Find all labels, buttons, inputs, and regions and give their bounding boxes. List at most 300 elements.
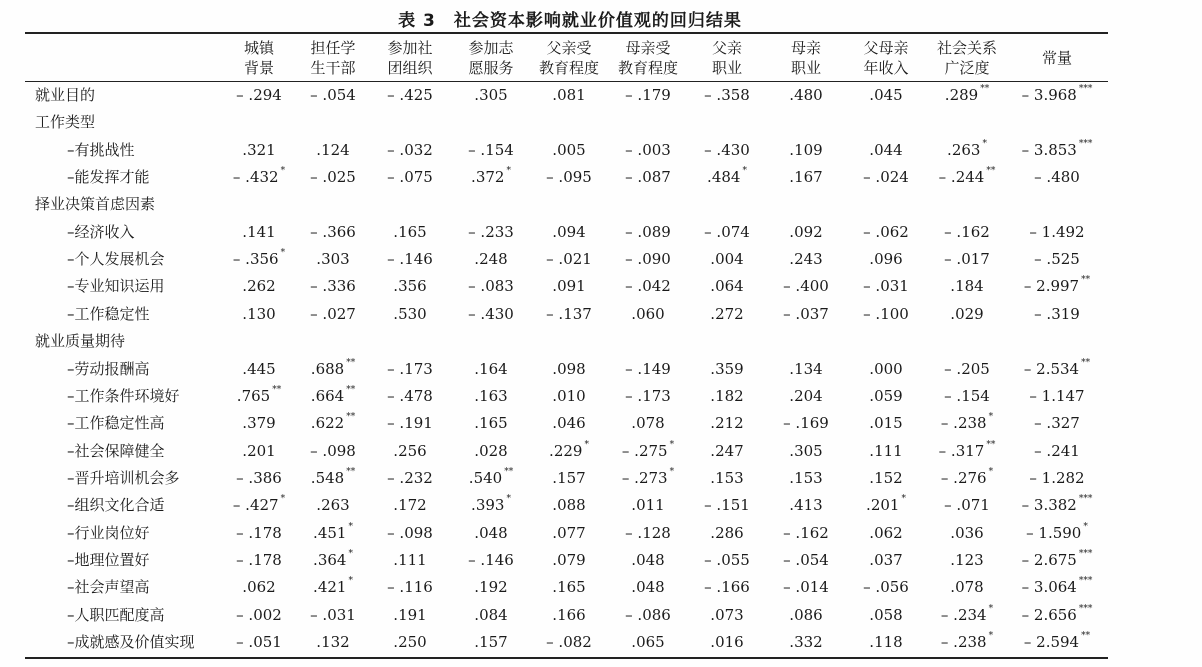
table-cell: – .003: [625, 140, 671, 159]
significance-stars: ***: [1078, 84, 1093, 94]
table-cell: .263 *: [947, 138, 987, 159]
table-cell: .046: [552, 414, 586, 433]
table-cell: .664 **: [310, 384, 356, 405]
significance-stars: **: [1081, 275, 1091, 286]
table-cell: – .151: [704, 496, 750, 515]
table-cell: – 2.594 **: [1023, 631, 1091, 651]
table-row: [0, 109, 1202, 136]
column-header-line: 城镇: [243, 39, 274, 57]
table-cell: .688 **: [310, 357, 356, 378]
significance-stars: *: [988, 631, 994, 641]
table-cell: .247: [710, 441, 744, 460]
table-cell: .165: [474, 414, 508, 433]
column-header-line: 参加志: [468, 39, 514, 57]
table-cell: .484 *: [707, 166, 747, 187]
table-cell: .201 *: [866, 494, 906, 515]
column-header-line: 担任学: [310, 39, 356, 57]
table-cell: – .233: [468, 222, 514, 241]
table-cell: – .275 *: [621, 439, 675, 460]
row-label: –工作稳定性: [67, 304, 150, 323]
table-row: [0, 574, 1202, 601]
table-cell: .321: [242, 140, 276, 159]
table-cell: .480: [789, 86, 823, 104]
table-cell: .166: [552, 605, 586, 624]
table-row: [0, 137, 1202, 164]
table-cell: – .100: [863, 304, 909, 323]
table-cell: .192: [474, 578, 508, 597]
table-cell: – .037: [783, 304, 829, 323]
table-cell: .078: [950, 578, 984, 597]
table-cell: – .054: [310, 86, 356, 104]
table-cell: .130: [242, 304, 276, 323]
table-cell: .011: [631, 496, 665, 515]
column-header-line: 母亲: [790, 39, 821, 57]
table-cell: – .086: [625, 605, 671, 624]
column-header-line: 父亲受: [546, 39, 592, 57]
significance-stars: *: [280, 494, 286, 505]
table-cell: .256: [393, 441, 427, 460]
significance-stars: *: [506, 494, 511, 505]
table-cell: .058: [869, 605, 903, 624]
significance-stars: *: [988, 466, 994, 477]
table-cell: – .021: [546, 250, 592, 269]
significance-stars: *: [669, 439, 675, 450]
row-group-label: 工作类型: [35, 113, 96, 132]
table-cell: – .146: [468, 550, 514, 569]
table-cell: .152: [869, 468, 903, 487]
table-cell: – .024: [863, 168, 909, 187]
table-cell: – .166: [704, 578, 750, 597]
table-cell: .123: [950, 550, 984, 569]
table-cell: .048: [631, 550, 665, 569]
table-cell: .029: [950, 304, 984, 323]
row-group-label: 就业质量期待: [35, 332, 126, 351]
table-cell: – .386: [236, 468, 282, 487]
table-cell: – .031: [310, 605, 356, 624]
table-cell: – .366: [310, 222, 356, 241]
table-row: [0, 356, 1202, 383]
table-cell: .229 *: [549, 439, 589, 460]
table-cell: .098: [552, 359, 586, 378]
table-cell: – .191: [387, 414, 433, 433]
significance-stars: **: [504, 466, 514, 477]
row-label: –晋升培训机会多: [67, 468, 180, 487]
significance-stars: *: [280, 248, 286, 259]
table-cell: .530: [393, 304, 427, 323]
table-cell: – .525: [1034, 250, 1080, 269]
table-row: [0, 602, 1202, 629]
table-cell: – .042: [625, 277, 671, 296]
table-cell: .212: [710, 414, 744, 433]
column-header-line: 广泛度: [944, 59, 990, 77]
column-header: [370, 36, 450, 80]
table-cell: .445: [242, 359, 276, 378]
column-header-line: 教育程度: [538, 59, 599, 77]
table-row: [0, 547, 1202, 574]
significance-stars: *: [901, 494, 906, 505]
table-cell: .077: [552, 523, 586, 542]
row-label: –个人发展机会: [67, 250, 165, 269]
table-cell: .060: [631, 304, 665, 323]
table-cell: – .478: [387, 386, 433, 405]
table-cell: – 2.656 ***: [1021, 603, 1093, 624]
column-header: [1017, 36, 1097, 80]
significance-stars: **: [1081, 631, 1091, 641]
table-cell: – .356 *: [232, 248, 286, 269]
table-cell: .036: [950, 523, 984, 542]
table-row: [0, 164, 1202, 191]
table-cell: – .162: [944, 222, 990, 241]
table-cell: – 2.997 **: [1023, 275, 1091, 296]
table-cell: – .051: [236, 633, 282, 651]
table-cell: – .400: [783, 277, 829, 296]
column-header-line: 常量: [1041, 49, 1072, 67]
table-cell: – .002: [236, 605, 282, 624]
table-cell: – .095: [546, 168, 592, 187]
table-cell: – .031: [863, 277, 909, 296]
row-label: –经济收入: [67, 222, 135, 241]
significance-stars: ***: [1078, 548, 1093, 559]
table-cell: – 1.492: [1029, 222, 1085, 241]
table-row: [0, 82, 1202, 109]
significance-stars: **: [346, 412, 356, 423]
column-header: [293, 36, 373, 80]
column-header: [529, 36, 609, 80]
table-cell: .153: [789, 468, 823, 487]
row-label: –专业知识运用: [67, 277, 165, 296]
table-cell: .141: [242, 222, 276, 241]
significance-stars: *: [584, 439, 589, 450]
table-cell: – 3.853 ***: [1021, 138, 1093, 159]
table-cell: – .276 *: [940, 466, 994, 487]
table-cell: .332: [789, 633, 823, 651]
column-header-line: 年收入: [863, 59, 909, 77]
significance-stars: ***: [1078, 576, 1093, 587]
table-cell: .045: [869, 86, 903, 104]
table-cell: – .169: [783, 414, 829, 433]
column-header-line: 母亲受: [625, 39, 671, 57]
table-cell: .413: [789, 496, 823, 515]
table-cell: – .232: [387, 468, 433, 487]
table-row: [0, 328, 1202, 355]
table-cell: .044: [869, 140, 903, 159]
table-cell: .016: [710, 633, 744, 651]
table-cell: .037: [869, 550, 903, 569]
table-cell: .204: [789, 386, 823, 405]
row-label: –工作条件环境好: [67, 386, 180, 405]
column-header-line: 教育程度: [617, 59, 678, 77]
table-cell: .184: [950, 277, 984, 296]
table-cell: – .083: [468, 277, 514, 296]
significance-stars: *: [742, 166, 747, 177]
table-cell: – .146: [387, 250, 433, 269]
table-row: [0, 301, 1202, 328]
table-cell: – 3.064 ***: [1021, 576, 1093, 597]
table-cell: – .432 *: [232, 166, 286, 187]
table-cell: – .089: [625, 222, 671, 241]
table-cell: – .234 *: [940, 603, 994, 624]
table-cell: – .137: [546, 304, 592, 323]
table-cell: .073: [710, 605, 744, 624]
table-cell: .062: [242, 578, 276, 597]
table-cell: .124: [316, 140, 350, 159]
column-header: [451, 36, 531, 80]
table-cell: – .294: [236, 86, 282, 104]
table-cell: – .178: [236, 523, 282, 542]
table-row: [0, 219, 1202, 246]
table-cell: .250: [393, 633, 427, 651]
table-cell: .272: [710, 304, 744, 323]
table-cell: – 3.382 ***: [1021, 494, 1093, 515]
significance-stars: **: [272, 384, 282, 395]
table-cell: – .075: [387, 168, 433, 187]
table-cell: .286: [710, 523, 744, 542]
table-row: [0, 273, 1202, 300]
table-cell: .305: [474, 86, 508, 104]
significance-stars: **: [1081, 357, 1091, 368]
row-label: –成就感及价值实现: [67, 633, 195, 651]
column-header-line: 团组织: [387, 59, 433, 77]
table-cell: .111: [869, 441, 903, 460]
table-cell: .028: [474, 441, 508, 460]
table-cell: .379: [242, 414, 276, 433]
table-cell: .091: [552, 277, 586, 296]
table-cell: – .336: [310, 277, 356, 296]
table-cell: – .032: [387, 140, 433, 159]
table-cell: – .244 **: [938, 166, 996, 187]
table-cell: .356: [393, 277, 427, 296]
significance-stars: *: [348, 521, 353, 532]
column-header-line: 生干部: [310, 59, 356, 77]
table-cell: – 3.968 ***: [1021, 84, 1093, 104]
table-cell: – .128: [625, 523, 671, 542]
table-cell: – .055: [704, 550, 750, 569]
table-cell: .165: [393, 222, 427, 241]
table-cell: .540 **: [468, 466, 514, 487]
table-cell: .364 *: [313, 548, 353, 569]
column-header-line: 参加社: [387, 39, 433, 57]
column-header: [927, 36, 1007, 80]
table-cell: .134: [789, 359, 823, 378]
column-header-line: 职业: [790, 59, 821, 77]
table-cell: – .179: [625, 86, 671, 104]
table-cell: .157: [474, 633, 508, 651]
table-cell: .088: [552, 496, 586, 515]
table-row: [0, 246, 1202, 273]
table-cell: – .319: [1034, 304, 1080, 323]
table-cell: – .090: [625, 250, 671, 269]
table-cell: – .056: [863, 578, 909, 597]
table-cell: .303: [316, 250, 350, 269]
significance-stars: *: [988, 412, 994, 423]
significance-stars: *: [988, 603, 994, 614]
table-row: [0, 410, 1202, 437]
significance-stars: *: [348, 576, 353, 587]
table-cell: .005: [552, 140, 586, 159]
significance-stars: **: [986, 166, 996, 177]
table-cell: – .116: [387, 578, 433, 597]
table-cell: .064: [710, 277, 744, 296]
table-cell: .289 **: [944, 84, 990, 104]
column-header-line: 父亲: [711, 39, 742, 57]
significance-stars: **: [346, 384, 356, 395]
significance-stars: *: [982, 138, 987, 149]
table-cell: – 1.590 *: [1026, 521, 1088, 542]
table-cell: – 2.675 ***: [1021, 548, 1093, 569]
table-cell: – .173: [625, 386, 671, 405]
significance-stars: **: [346, 357, 356, 368]
table-cell: .000: [869, 359, 903, 378]
table-cell: .096: [869, 250, 903, 269]
table-row: [0, 438, 1202, 465]
table-cell: – .317 **: [938, 439, 996, 460]
table-cell: .451 *: [313, 521, 353, 542]
table-cell: .015: [869, 414, 903, 433]
table-cell: .079: [552, 550, 586, 569]
table-cell: .084: [474, 605, 508, 624]
significance-stars: ***: [1078, 494, 1093, 505]
significance-stars: *: [506, 166, 511, 177]
table-cell: .421 *: [313, 576, 353, 597]
table-cell: – .154: [468, 140, 514, 159]
significance-stars: **: [346, 466, 356, 477]
table-cell: .305: [789, 441, 823, 460]
table-row: [0, 191, 1202, 218]
column-header-line: 社会关系: [936, 39, 997, 57]
table-cell: – 1.147: [1029, 386, 1085, 405]
column-header: [846, 36, 926, 80]
column-header-line: 父母亲: [863, 39, 909, 57]
significance-stars: *: [669, 466, 675, 477]
table-cell: – .071: [944, 496, 990, 515]
significance-stars: *: [348, 548, 353, 559]
table-cell: .372 *: [471, 166, 511, 187]
row-label: –行业岗位好: [67, 523, 150, 542]
table-cell: – .098: [387, 523, 433, 542]
significance-stars: **: [980, 84, 990, 94]
significance-stars: *: [1083, 521, 1088, 532]
table-row: [0, 383, 1202, 410]
table-bottom-rule: [25, 657, 1108, 659]
table-cell: – .162: [783, 523, 829, 542]
column-header-line: 背景: [243, 59, 274, 77]
table-cell: – .025: [310, 168, 356, 187]
table-top-rule: [25, 32, 1108, 34]
table-cell: .109: [789, 140, 823, 159]
table-cell: .048: [631, 578, 665, 597]
table-cell: .059: [869, 386, 903, 405]
row-label: –能发挥才能: [67, 168, 150, 187]
row-label: –社会声望高: [67, 578, 150, 597]
table-cell: .359: [710, 359, 744, 378]
table-cell: – .054: [783, 550, 829, 569]
table-cell: .062: [869, 523, 903, 542]
table-title: 表 3 社会资本影响就业价值观的回归结果: [398, 11, 742, 31]
table-row: [0, 629, 1202, 656]
table-cell: .048: [474, 523, 508, 542]
table-cell: – .027: [310, 304, 356, 323]
table-cell: .182: [710, 386, 744, 405]
table-cell: – .178: [236, 550, 282, 569]
table-cell: .548 **: [310, 466, 356, 487]
table-cell: – 2.534 **: [1023, 357, 1091, 378]
row-label: –劳动报酬高: [67, 359, 150, 378]
table-cell: .201: [242, 441, 276, 460]
table-cell: – .017: [944, 250, 990, 269]
table-cell: – .425: [387, 86, 433, 104]
table-row: [0, 492, 1202, 519]
significance-stars: **: [986, 439, 996, 450]
table-cell: .094: [552, 222, 586, 241]
table-cell: – .154: [944, 386, 990, 405]
table-cell: .167: [789, 168, 823, 187]
table-cell: .622 **: [310, 412, 356, 433]
table-cell: .004: [710, 250, 744, 269]
table-cell: .243: [789, 250, 823, 269]
table-cell: .172: [393, 496, 427, 515]
table-cell: – .430: [468, 304, 514, 323]
table-cell: – .241: [1034, 441, 1080, 460]
row-label: –社会保障健全: [67, 441, 165, 460]
table-cell: – .062: [863, 222, 909, 241]
table-cell: – .205: [944, 359, 990, 378]
table-cell: – .430: [704, 140, 750, 159]
column-header-line: 愿服务: [468, 59, 514, 77]
column-header: [219, 36, 299, 80]
table-cell: .263: [316, 496, 350, 515]
column-header: [766, 36, 846, 80]
table-cell: – .427 *: [232, 494, 286, 515]
table-header: [0, 36, 1202, 80]
table-cell: .163: [474, 386, 508, 405]
table-cell: – .173: [387, 359, 433, 378]
table-cell: .118: [869, 633, 903, 651]
row-group-label: 择业决策首虑因素: [35, 195, 156, 214]
row-label: –组织文化合适: [67, 496, 165, 515]
table-row: [0, 520, 1202, 547]
table-cell: – .238 *: [940, 631, 994, 651]
significance-stars: ***: [1078, 138, 1093, 149]
table-cell: – .149: [625, 359, 671, 378]
table-cell: – .074: [704, 222, 750, 241]
table-cell: – .098: [310, 441, 356, 460]
table-cell: .092: [789, 222, 823, 241]
table-cell: – .273 *: [621, 466, 675, 487]
table-cell: – .480: [1034, 168, 1080, 187]
row-label: –人职匹配度高: [67, 605, 165, 624]
column-header: [608, 36, 688, 80]
table-cell: – .358: [704, 86, 750, 104]
table-cell: .157: [552, 468, 586, 487]
table-cell: .262: [242, 277, 276, 296]
row-label: –地理位置好: [67, 550, 150, 569]
row-label: –工作稳定性高: [67, 414, 165, 433]
table-cell: .153: [710, 468, 744, 487]
table-cell: – .087: [625, 168, 671, 187]
table-cell: .078: [631, 414, 665, 433]
significance-stars: *: [280, 166, 286, 177]
column-header: [687, 36, 767, 80]
table-cell: .086: [789, 605, 823, 624]
table-cell: .111: [393, 550, 427, 569]
table-row: [0, 465, 1202, 492]
table-cell: – .238 *: [940, 412, 994, 433]
table-cell: .765 **: [236, 384, 282, 405]
row-group-label: 就业目的: [35, 86, 96, 104]
table-cell: .191: [393, 605, 427, 624]
table-cell: – .082: [546, 633, 592, 651]
table-cell: .165: [552, 578, 586, 597]
